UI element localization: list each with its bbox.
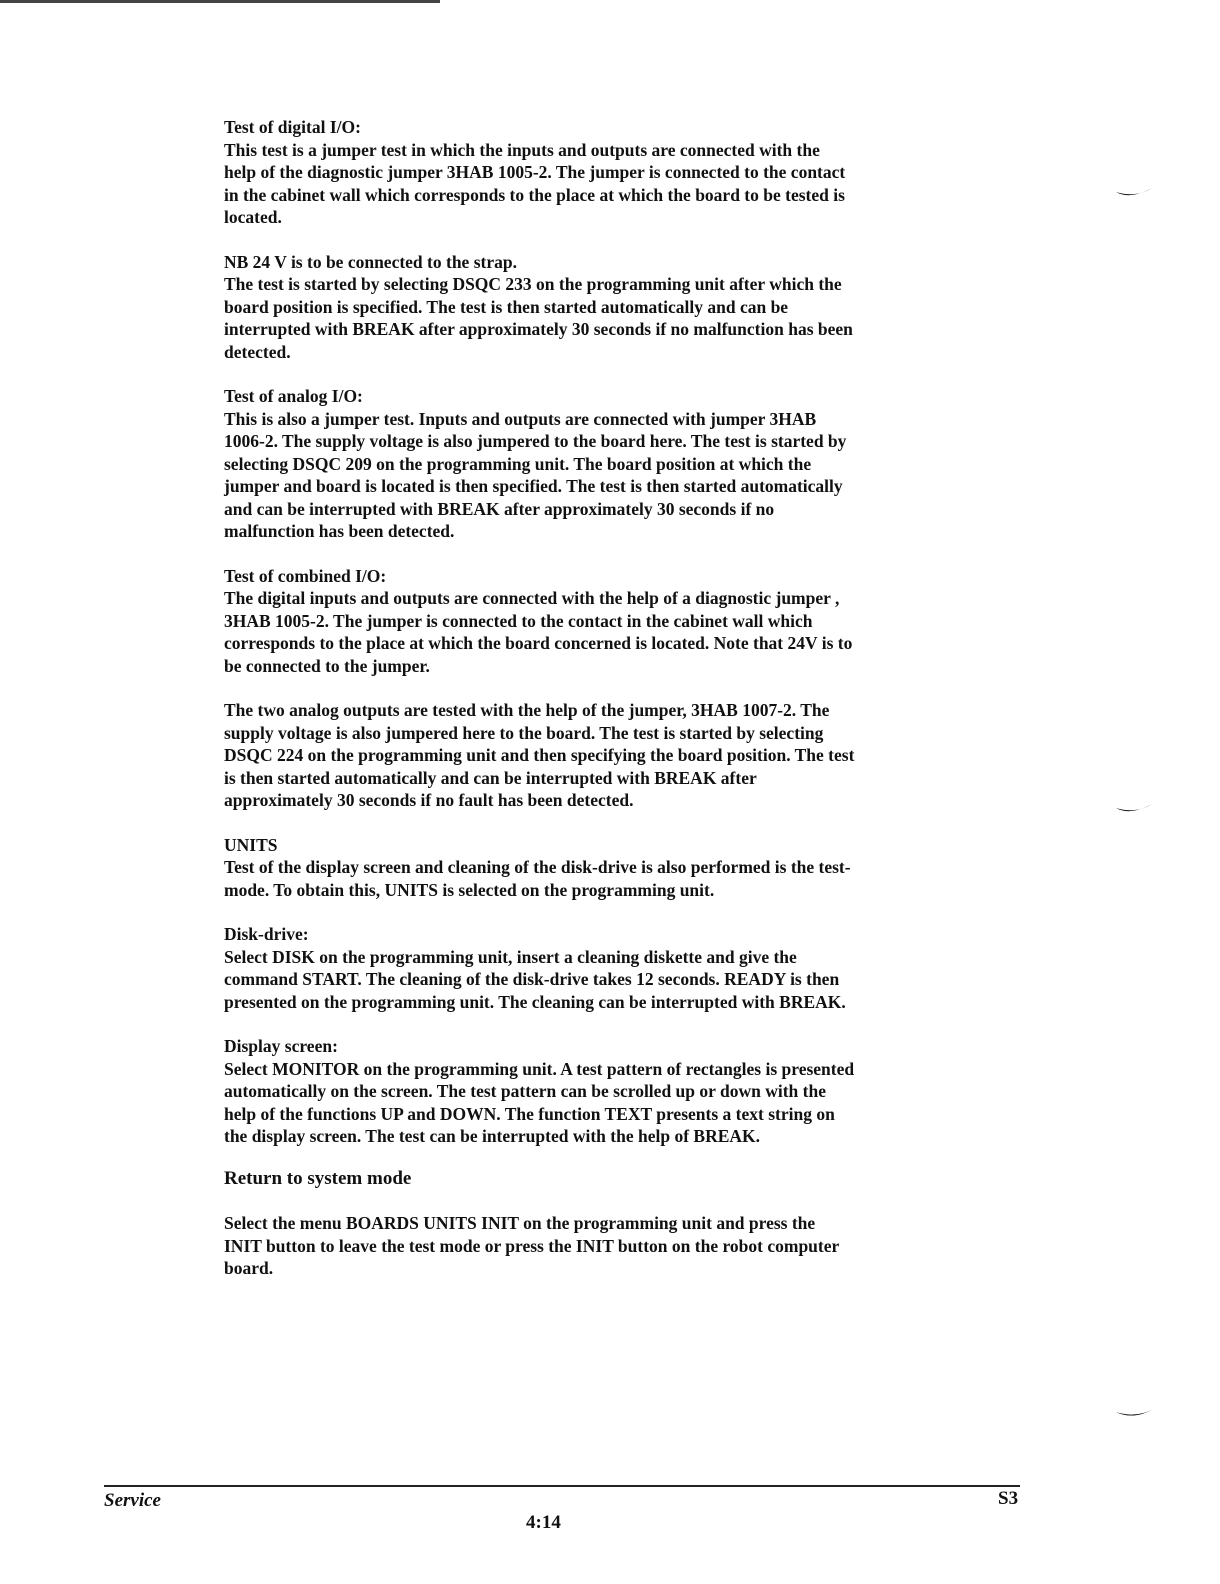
footer-divider [104,1485,1020,1487]
body-line: interrupted with BREAK after approximately 30 seconds if no malfunction has been [224,319,853,339]
body-line: INIT button to leave the test mode or press the INIT button on the robot computer [224,1235,840,1256]
body-line: be connected to the jumper. [224,655,430,676]
body-line: NB 24 V is to be connected to the strap. [224,251,517,272]
body-line: selecting DSQC 209 on the programming unit. The board position at which the [224,453,812,474]
body-line: The test is started by selecting DSQC 233 on the programming unit after which the [224,274,842,294]
section-units [224,834,976,902]
body-line: approximately 30 seconds if no fault has been detected. [224,790,634,810]
section-heading: Disk-drive: [224,924,309,944]
body-line: is then started automatically and can be interrupted with BREAK after [224,767,757,788]
body-line: and can be interrupted with BREAK after approximately 30 seconds if no [224,498,775,519]
page-body [224,116,976,1280]
section-digital-note [224,251,976,364]
binding-mark-icon [1114,802,1154,816]
section-analog-io [224,385,976,543]
section-title: Return to system mode [224,1167,412,1189]
body-line: supply voltage is also jumpered here to the board. The test is started by selecting [224,722,824,743]
body-line: help of the functions UP and DOWN. The function TEXT presents a text string on [224,1103,835,1124]
footer-document-code: S3 [998,1488,1019,1509]
body-line: mode. To obtain this, UNITS is selected on the programming unit. [224,879,715,900]
body-line: automatically on the screen. The test pattern can be scrolled up or down with the [224,1081,826,1101]
body-line: Select the menu BOARDS UNITS INIT on the programming unit and press the [224,1213,816,1233]
body-line: Select MONITOR on the programming unit. A test pattern of rectangles is presented [224,1058,855,1079]
body-line: Test of the display screen and cleaning of the disk-drive is also performed is the test- [224,857,851,877]
body-line: presented on the programming unit. The cleaning can be interrupted with BREAK. [224,991,846,1012]
body-line: board. [224,1258,274,1278]
body-line: jumper and board is located is then specified. The test is then started automatically [224,476,843,496]
body-line: malfunction has been detected. [224,521,455,541]
body-line: located. [224,207,282,227]
section-digital-io [224,116,976,229]
section-heading: Test of digital I/O: [224,117,361,137]
binding-mark-icon [1114,186,1154,200]
body-line: The digital inputs and outputs are connected with the help of a diagnostic jumper , [224,588,840,608]
body-line: 3HAB 1005-2. The jumper is connected to the contact in the cabinet wall which [224,610,813,631]
body-line: board position is specified. The test is then started automatically and can be [224,296,789,317]
body-line: DSQC 224 on the programming unit and then specifying the board position. The test [224,745,855,765]
body-line: The two analog outputs are tested with the help of the jumper, 3HAB 1007-2. The [224,700,830,720]
top-border-line [0,0,440,3]
section-heading: Test of combined I/O: [224,565,387,586]
body-line: This test is a jumper test in which the inputs and outputs are connected with the [224,139,820,160]
body-line: command START. The cleaning of the disk-drive takes 12 seconds. READY is then [224,969,840,989]
section-combined-io [224,565,976,678]
section-heading: Display screen: [224,1036,338,1056]
footer-section-label: Service [104,1490,161,1511]
body-line: help of the diagnostic jumper 3HAB 1005-2. The jumper is connected to the contact [224,162,846,182]
page-number: 4:14 [526,1512,561,1533]
body-line: 1006-2. The supply voltage is also jumpered to the board here. The test is started by [224,431,847,451]
section-return-system-mode [224,1168,976,1280]
body-line: detected. [224,341,291,362]
section-display-screen [224,1035,976,1148]
binding-mark-icon [1114,1408,1154,1422]
section-heading: UNITS [224,834,278,855]
body-line: in the cabinet wall which corresponds to the place at which the board to be tested is [224,184,845,205]
body-line: the display screen. The test can be interrupted with the help of BREAK. [224,1126,761,1146]
body-line: corresponds to the place at which the board concerned is located. Note that 24V is to [224,633,853,653]
section-disk-drive [224,923,976,1013]
section-heading: Test of analog I/O: [224,386,363,406]
body-line: Select DISK on the programming unit, insert a cleaning diskette and give the [224,946,797,967]
body-line: This is also a jumper test. Inputs and outputs are connected with jumper 3HAB [224,408,817,429]
section-combined-analog [224,699,976,812]
